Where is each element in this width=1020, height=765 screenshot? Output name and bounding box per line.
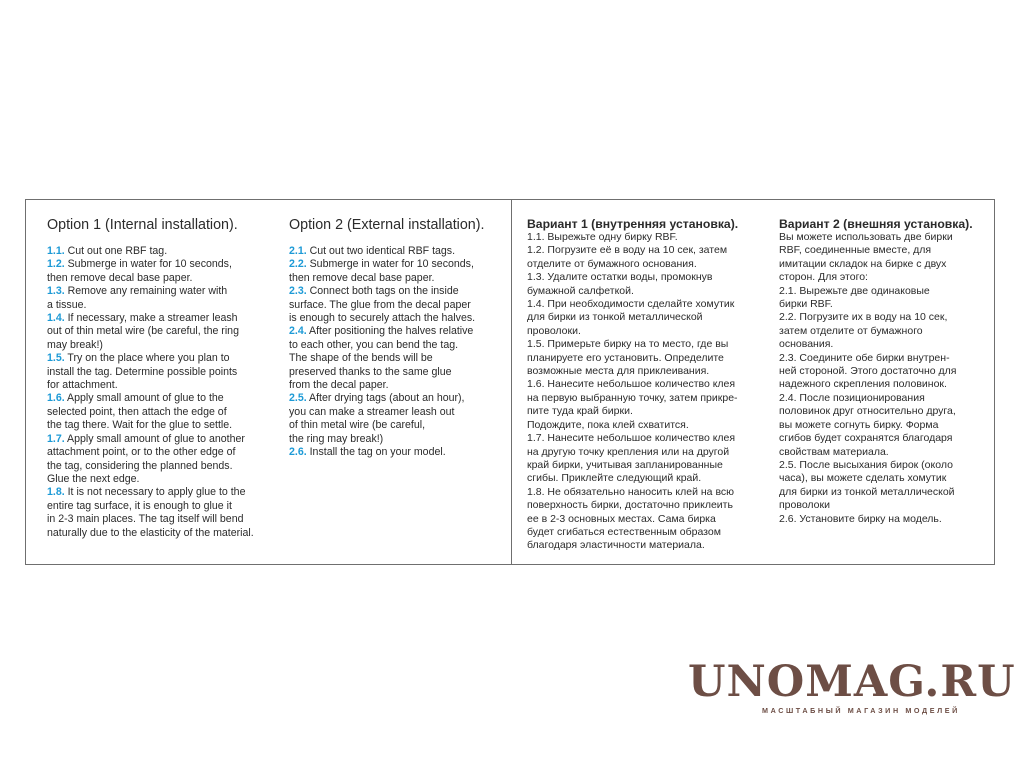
step-text: After drying tags (about an hour), bbox=[306, 392, 465, 405]
step-text: a tissue. bbox=[47, 298, 87, 311]
step-line bbox=[47, 486, 254, 499]
step-text: out of thin metal wire (be careful, the ring bbox=[47, 325, 239, 338]
step-line bbox=[47, 419, 254, 432]
step-line bbox=[289, 446, 485, 459]
text-line: ее в 2-3 основных местах. Сама бирка bbox=[527, 512, 716, 525]
step-number: 1.4. bbox=[47, 312, 65, 325]
unomag-logo bbox=[688, 657, 1016, 715]
text-line: затем отделите от бумажного bbox=[779, 324, 923, 337]
step-text: Install the tag on your model. bbox=[306, 446, 446, 459]
text-line: 1.5. Примерьте бирку на то место, где вы bbox=[527, 338, 729, 351]
step-line bbox=[47, 527, 254, 540]
text-line: на первую выбранную точку, затем прикре- bbox=[527, 391, 738, 404]
text-line: поверхность бирки, достаточно приклеить bbox=[527, 499, 733, 512]
variant2-title: Вариант 2 (внешняя установка). bbox=[779, 217, 973, 231]
text-line: 2.5. После высыхания бирок (около bbox=[779, 458, 953, 471]
text-line: будет сгибаться естественным образом bbox=[527, 525, 721, 538]
text-line: надежного скрепления половинок. bbox=[779, 378, 947, 391]
step-text: Remove any remaining water with bbox=[64, 285, 228, 298]
text-line: планируете его установить. Определите bbox=[527, 351, 724, 364]
step-line bbox=[289, 285, 485, 298]
step-line bbox=[47, 312, 254, 325]
step-line bbox=[47, 379, 254, 392]
text-line: бумажной салфеткой. bbox=[527, 284, 634, 297]
text-line: сгибов будет сохранятся благодаря bbox=[779, 432, 953, 445]
step-number: 2.6. bbox=[289, 446, 307, 459]
step-text: naturally due to the elasticity of the material. bbox=[47, 526, 254, 539]
step-text: in 2-3 main places. The tag itself will bend bbox=[47, 513, 244, 526]
text-line: 1.1. Вырежьте одну бирку RBF. bbox=[527, 231, 678, 243]
step-text: Apply small amount of glue to the bbox=[64, 392, 224, 405]
step-text: entire tag surface, it is enough to glue it bbox=[47, 499, 232, 512]
step-line bbox=[289, 299, 485, 312]
step-text: for attachment. bbox=[47, 379, 118, 392]
step-text: Glue the next edge. bbox=[47, 472, 140, 485]
step-text: Apply small amount of glue to another bbox=[64, 432, 245, 445]
step-text: Cut out one RBF tag. bbox=[64, 245, 168, 257]
text-line: 1.8. Не обязательно наносить клей на всю bbox=[527, 485, 735, 498]
text-line: 2.6. Установите бирку на модель. bbox=[779, 512, 942, 525]
option1-steps bbox=[47, 245, 254, 540]
step-line bbox=[289, 312, 485, 325]
step-text: Cut out two identical RBF tags. bbox=[306, 245, 456, 257]
text-line: 2.1. Вырежьте две одинаковые bbox=[779, 284, 930, 297]
text-line: для бирки из тонкой металлической bbox=[779, 485, 955, 498]
variant2-lines bbox=[779, 231, 973, 526]
step-text: is enough to securely attach the halves. bbox=[289, 312, 476, 325]
text-line: 1.4. При необходимости сделайте хомутик bbox=[527, 298, 735, 311]
step-line bbox=[289, 433, 485, 446]
text-line: возможные места для приклеивания. bbox=[527, 365, 710, 378]
step-line bbox=[47, 460, 254, 473]
text-line: часа), вы можете сделать хомутик bbox=[779, 472, 947, 485]
step-line bbox=[47, 473, 254, 486]
step-number: 2.1. bbox=[289, 245, 307, 257]
logo-tagline: МАСШТАБНЫЙ МАГАЗИН МОДЕЛЕЙ bbox=[762, 706, 960, 715]
text-line: основания. bbox=[779, 338, 834, 351]
step-line bbox=[289, 379, 485, 392]
text-line: вы можете согнуть бирку. Форма bbox=[779, 418, 939, 431]
step-number: 1.5. bbox=[47, 352, 65, 365]
step-text: surface. The glue from the decal paper bbox=[289, 298, 471, 311]
step-text: Try on the place where you plan to bbox=[64, 352, 230, 365]
step-line bbox=[47, 406, 254, 419]
step-line bbox=[289, 419, 485, 432]
step-line bbox=[47, 258, 254, 271]
step-number: 1.8. bbox=[47, 486, 65, 499]
step-text: the ring may break!) bbox=[289, 432, 384, 445]
text-line: край бирки, учитывая запланированные bbox=[527, 458, 723, 471]
step-text: After positioning the halves relative bbox=[306, 325, 474, 338]
text-line: ней стороной. Этого достаточно для bbox=[779, 365, 957, 378]
step-line bbox=[47, 352, 254, 365]
text-line: 1.7. Нанесите небольшое количество клея bbox=[527, 432, 736, 445]
text-line: 1.2. Погрузите её в воду на 10 сек, затем bbox=[527, 244, 728, 257]
step-line bbox=[47, 446, 254, 459]
step-text: Connect both tags on the inside bbox=[306, 285, 459, 298]
step-line bbox=[47, 339, 254, 352]
text-line: на другую точку крепления или на другой bbox=[527, 445, 730, 458]
text-line: RBF, соединенные вместе, для bbox=[779, 244, 932, 257]
step-text: the tag, considering the planned bends. bbox=[47, 459, 233, 472]
step-number: 1.6. bbox=[47, 392, 65, 405]
step-line bbox=[47, 433, 254, 446]
step-line bbox=[47, 299, 254, 312]
step-text: then remove decal base paper. bbox=[47, 271, 193, 284]
step-line bbox=[289, 352, 485, 365]
step-number: 2.3. bbox=[289, 285, 307, 298]
text-line: пите туда край бирки. bbox=[527, 405, 633, 418]
text-line: проволоки. bbox=[527, 324, 581, 337]
step-text: of thin metal wire (be careful, bbox=[289, 419, 426, 432]
text-line: отделите от бумажного основания. bbox=[527, 257, 697, 270]
step-line bbox=[47, 513, 254, 526]
instruction-sheet bbox=[25, 199, 995, 565]
step-line bbox=[47, 392, 254, 405]
option1-column bbox=[47, 216, 254, 540]
step-text: install the tag. Determine possible points bbox=[47, 365, 238, 378]
option2-column bbox=[289, 216, 485, 460]
step-text: may break!) bbox=[47, 338, 103, 351]
step-line bbox=[289, 272, 485, 285]
step-line bbox=[289, 245, 485, 258]
text-line: имитации складок на бирке с двух bbox=[779, 257, 947, 270]
step-line bbox=[289, 366, 485, 379]
step-text: preserved thanks to the same glue bbox=[289, 365, 452, 378]
option2-steps bbox=[289, 245, 485, 460]
step-text: from the decal paper. bbox=[289, 379, 389, 392]
step-number: 1.2. bbox=[47, 258, 65, 271]
step-number: 2.5. bbox=[289, 392, 307, 405]
text-line: проволоки bbox=[779, 499, 830, 512]
step-line bbox=[47, 366, 254, 379]
text-line: 2.2. Погрузите их в воду на 10 сек, bbox=[779, 311, 948, 324]
text-line: сгибы. Приклейте следующий край. bbox=[527, 472, 702, 485]
step-line bbox=[47, 285, 254, 298]
step-number: 2.4. bbox=[289, 325, 307, 338]
step-text: Submerge in water for 10 seconds, bbox=[306, 258, 474, 271]
step-line bbox=[47, 325, 254, 338]
text-line: 1.6. Нанесите небольшое количество клея bbox=[527, 378, 736, 391]
logo-text: UNOMAG.RU bbox=[688, 657, 1016, 707]
text-line: 2.3. Соедините обе бирки внутрен- bbox=[779, 351, 950, 364]
step-number: 1.1. bbox=[47, 245, 65, 257]
variant1-lines bbox=[527, 231, 738, 553]
text-line: Вы можете использовать две бирки bbox=[779, 231, 953, 243]
step-line bbox=[289, 392, 485, 405]
step-text: attachment point, or to the other edge of bbox=[47, 446, 236, 459]
step-text: If necessary, make a streamer leash bbox=[64, 312, 238, 325]
step-text: selected point, then attach the edge of bbox=[47, 405, 227, 418]
step-number: 2.2. bbox=[289, 258, 307, 271]
step-line bbox=[47, 245, 254, 258]
step-line bbox=[289, 258, 485, 271]
text-line: свойствам материала. bbox=[779, 445, 889, 458]
step-text: Submerge in water for 10 seconds, bbox=[64, 258, 232, 271]
step-text: then remove decal base paper. bbox=[289, 271, 435, 284]
text-line: благодаря эластичности материала. bbox=[527, 539, 705, 552]
step-number: 1.7. bbox=[47, 432, 65, 445]
text-line: половинок друг относительно друга, bbox=[779, 405, 956, 418]
step-text: the tag there. Wait for the glue to settle. bbox=[47, 419, 233, 432]
option1-title: Option 1 (Internal installation). bbox=[47, 217, 238, 233]
option2-title: Option 2 (External installation). bbox=[289, 217, 485, 233]
step-text: The shape of the bends will be bbox=[289, 352, 433, 365]
text-line: 2.4. После позиционирования bbox=[779, 391, 925, 404]
text-line: Подождите, пока клей схватится. bbox=[527, 418, 689, 431]
step-text: you can make a streamer leash out bbox=[289, 405, 455, 418]
step-number: 1.3. bbox=[47, 285, 65, 298]
variant1-title: Вариант 1 (внутренняя установка). bbox=[527, 217, 739, 231]
text-line: сторон. Для этого: bbox=[779, 271, 868, 284]
text-line: бирки RBF. bbox=[779, 298, 833, 311]
text-line: для бирки из тонкой металлической bbox=[527, 311, 703, 324]
step-line bbox=[289, 406, 485, 419]
variant2-column bbox=[779, 217, 973, 526]
column-divider bbox=[511, 200, 512, 564]
step-line bbox=[47, 500, 254, 513]
step-line bbox=[289, 325, 485, 338]
text-line: 1.3. Удалите остатки воды, промокнув bbox=[527, 271, 713, 284]
step-line bbox=[289, 339, 485, 352]
step-line bbox=[47, 272, 254, 285]
variant1-column bbox=[527, 217, 738, 553]
step-text: It is not necessary to apply glue to the bbox=[64, 486, 246, 499]
step-text: to each other, you can bend the tag. bbox=[289, 338, 459, 351]
